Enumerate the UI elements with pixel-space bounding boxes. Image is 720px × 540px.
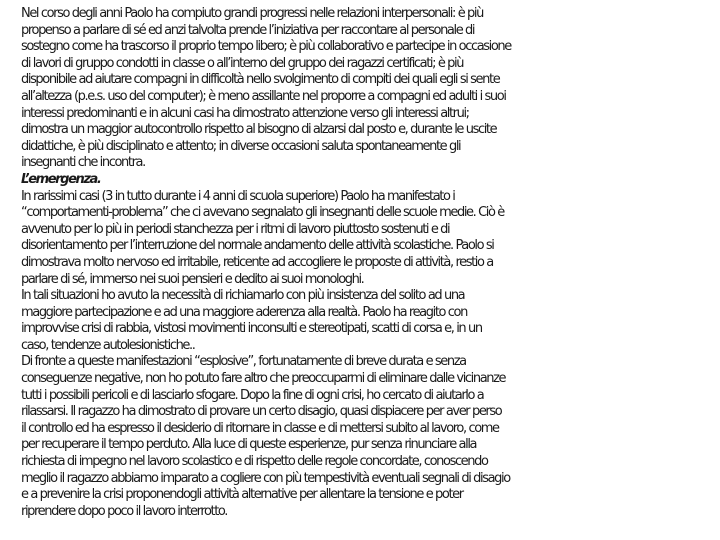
text-line: “comportamenti-problema” che ci avevano segnalato gli insegnanti delle scuole medie. Ciò è xyxy=(21,205,504,221)
text-line: meglio il ragazzo abbiamo imparato a cogliere con più tempestività eventuali segnali di disagio xyxy=(21,470,510,486)
text-line: e a prevenire la crisi proponendogli attività alternative per allentare la tensione e poter xyxy=(21,487,463,503)
document-body xyxy=(21,6,720,520)
text-line: il controllo ed ha espresso il desiderio di ritornare in classe e di mettersi subito al lavoro, come xyxy=(21,420,499,436)
text-line: propenso a parlare di sé ed anzi talvolta prende l’iniziativa per raccontare al personale di xyxy=(21,22,475,38)
text-line: Nel corso degli anni Paolo ha compiuto grandi progressi nelle relazioni interpersonali: è più xyxy=(21,6,483,21)
text-line: sostegno come ha trascorso il proprio tempo libero; è più collaborativo e partecipe in occasione xyxy=(21,39,511,55)
text-line: all’altezza (p.e.s. uso del computer); è meno assillante nel proporre a compagni ed adulti i suoi xyxy=(21,88,506,104)
text-line: parlare di sé, immerso nei suoi pensieri e dedito ai suoi monologhi. xyxy=(21,271,364,287)
text-line: In tali situazioni ho avuto la necessità di richiamarlo con più insistenza del solito ad una xyxy=(21,288,465,304)
paragraph-response xyxy=(21,354,720,520)
text-line: rilassarsi. Il ragazzo ha dimostrato di provare un certo disagio, quasi dispiacere per aver perso xyxy=(21,404,502,420)
paragraph-progress xyxy=(21,6,720,172)
text-line: interessi predominanti e in alcuni casi ha dimostrato attenzione verso gli interessi altrui; xyxy=(21,105,469,121)
text-line: per recuperare il tempo perduto. Alla luce di queste esperienze, pur senza rinunciare alla xyxy=(21,437,477,453)
text-line: Di fronte a queste manifestazioni “esplosive”, fortunatamente di breve durata e senza xyxy=(21,354,466,370)
section-heading: L’emergenza. xyxy=(21,171,101,187)
text-line: insegnanti che incontra. xyxy=(21,155,145,171)
text-line: riprendere dopo poco il lavoro interrotto. xyxy=(21,503,227,519)
text-line: dimostrava molto nervoso ed irritabile, reticente ad accogliere le proposte di attività, restio a xyxy=(21,254,493,270)
text-line: improvvise crisi di rabbia, vistosi movimenti inconsulti e stereotipati, scatti di corsa e, in un xyxy=(21,321,482,337)
text-line: conseguenze negative, non ho potuto fare altro che preoccuparmi di eliminare dalle vicinanze xyxy=(21,371,506,387)
text-line: In rarissimi casi (3 in tutto durante i 4 anni di scuola superiore) Paolo ha manifestato i xyxy=(21,188,455,204)
text-line: avvenuto per lo più in periodi stanchezza per i ritmi di lavoro piuttosto sostenuti e di xyxy=(21,221,450,237)
text-line: disponibile ad aiutare compagni in difficoltà nello svolgimento di compiti dei quali egli si sente xyxy=(21,72,500,88)
text-line: disorientamento per l’interruzione del normale andamento delle attività scolastiche. Paolo si xyxy=(21,238,494,254)
text-line: richiesta di impegno nel lavoro scolastico e di rispetto delle regole concordate, conoscendo xyxy=(21,454,488,470)
paragraph-reactions xyxy=(21,288,720,354)
text-line: caso, tendenze autolesionistiche.. xyxy=(21,337,195,353)
text-line: maggiore partecipazione e ad una maggiore aderenza alla realtà. Paolo ha reagito con xyxy=(21,304,467,320)
text-line: didattiche, è più disciplinato e attento; in diverse occasioni saluta spontaneamente gli xyxy=(21,138,461,154)
text-line: di lavori di gruppo condotti in classe o all’interno del gruppo dei ragazzi certificati; è più xyxy=(21,55,464,71)
paragraph-problem-behaviours xyxy=(21,189,720,289)
text-line: dimostra un maggior autocontrollo rispetto al bisogno di alzarsi dal posto e, durante le uscite xyxy=(21,122,497,138)
text-line: tutti i possibili pericoli e di lasciarlo sfogare. Dopo la fine di ogni crisi, ho cercato di aiutarlo a xyxy=(21,387,484,403)
